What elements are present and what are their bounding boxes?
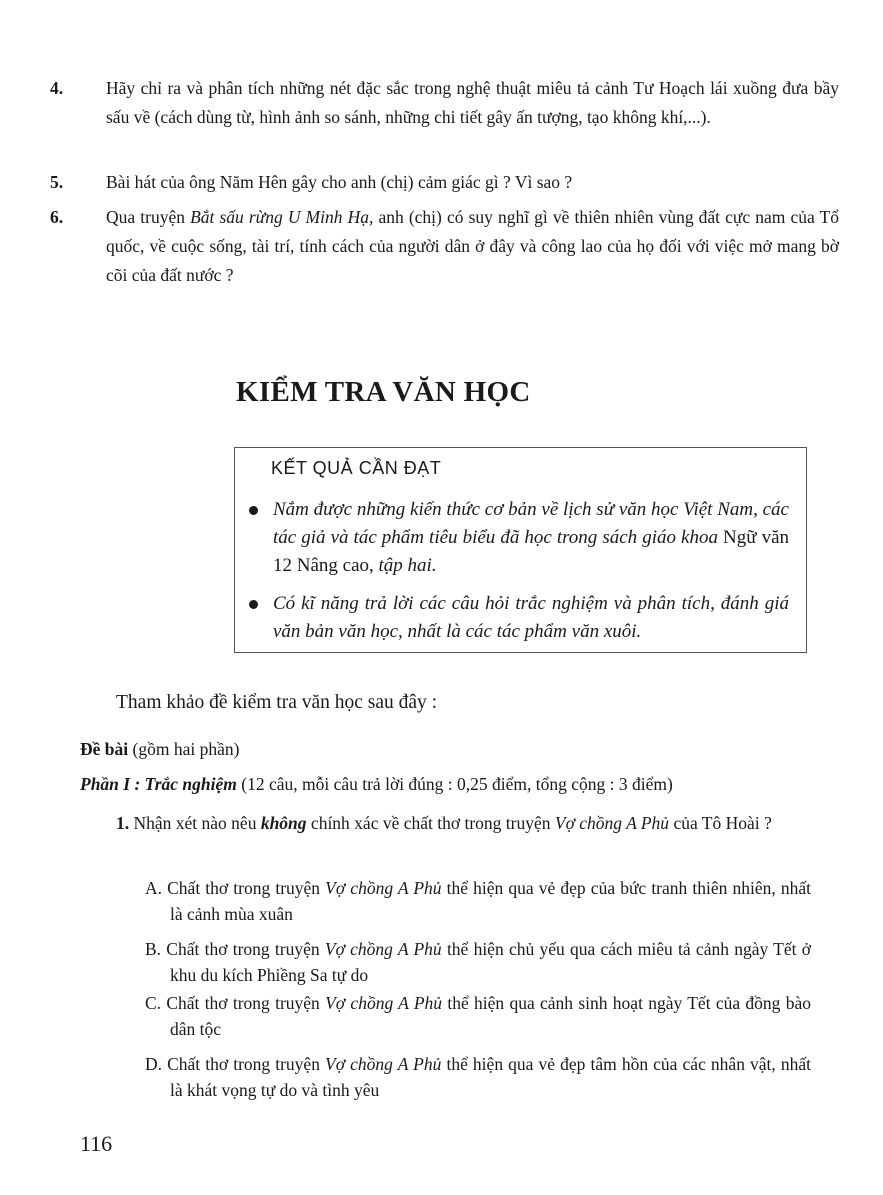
separator: , [369, 555, 379, 576]
mc-question-1 [80, 810, 811, 836]
work-title: Vợ chồng A Phủ [325, 993, 443, 1013]
goal-bullet-1 [249, 496, 789, 580]
option-text: D. Chất thơ trong truyện [145, 1054, 326, 1074]
question-6 [50, 203, 839, 290]
question-number: 5. [50, 172, 64, 192]
question-text: Bài hát của ông Năm Hên gây cho anh (chị) cảm giác gì ? Vì sao ? [106, 172, 573, 192]
option-text: thể hiện chủ yếu qua cách miêu tả cảnh ngày Tết ở khu du kích Phiềng Sa tự do [170, 939, 811, 985]
goal-text: Nắm được những kiến thức cơ bản về lịch sử văn học Việt Nam, các tác giả và tác phẩm tiêu biểu đã học trong sách giáo khoa [273, 499, 789, 548]
work-title: Vợ chồng A Phủ [325, 1054, 442, 1074]
work-title: Vợ chồng A Phủ [325, 878, 442, 898]
question-text: Hãy chỉ ra và phân tích những nét đặc sắc trong nghệ thuật miêu tả cảnh Tư Hoạch lái xuồng đưa bầy sấu về (cách dùng từ, hình ảnh so sánh, những chi tiết gây ấn tượng, tạo không khí,...). [106, 78, 839, 127]
section-title: KIỂM TRA VĂN HỌC [236, 376, 531, 408]
question-text-after: , anh (chị) có suy nghĩ gì về thiên nhiên vùng đất cực nam của Tổ quốc, về cuộc sống, tài trí, tính cách của người dân ở đây và công lao của họ đối với việc mở mang bờ cõi của đất nước ? [106, 207, 839, 285]
goal-bullet-2 [249, 590, 789, 646]
option-text: thể hiện qua vẻ đẹp tâm hồn của các nhân vật, nhất là khát vọng tự do và tình yêu [170, 1054, 812, 1100]
option-text: C. Chất thơ trong truyện [145, 993, 326, 1013]
textbook-name: Ngữ văn 12 Nâng cao [273, 527, 790, 576]
intro-text: Tham khảo đề kiểm tra văn học sau đây : [116, 692, 438, 713]
part-label-bold: Phần I : Trắc nghiệm [80, 774, 237, 794]
negation-word: không [260, 813, 307, 833]
goal-text: Có kĩ năng trả lời các câu hỏi trắc nghiệm và phân tích, đánh giá văn bản văn học, nhất là các tác phẩm văn xuôi. [273, 593, 789, 642]
option-text: thể hiện qua cảnh sinh hoạt ngày Tết của đồng bào dân tộc [170, 993, 811, 1039]
exam-label-bold: Đề bài [80, 739, 129, 759]
question-4 [50, 74, 839, 132]
mc-question-text: Nhận xét nào nêu [129, 813, 261, 833]
bullet-icon [249, 506, 258, 515]
option-d [145, 1051, 811, 1103]
part-label [80, 770, 673, 799]
work-title: Bắt sấu rừng U Minh Hạ [190, 207, 369, 227]
question-text-before: Qua truyện [106, 207, 191, 227]
bullet-icon [249, 600, 258, 609]
volume-label: tập hai. [378, 555, 437, 576]
goals-box [234, 447, 807, 653]
option-b [145, 936, 811, 988]
option-text: B. Chất thơ trong truyện [145, 939, 325, 959]
mc-question-text: của Tô Hoài ? [669, 813, 772, 833]
exam-label [80, 735, 239, 764]
mc-question-text: chính xác về chất thơ trong truyện [306, 813, 555, 833]
page-number: 116 [80, 1131, 113, 1156]
work-title: Vợ chồng A Phủ [324, 939, 442, 959]
option-c [145, 990, 811, 1042]
question-5 [50, 168, 839, 197]
mc-question-number: 1. [116, 813, 130, 833]
part-note: (12 câu, mỗi câu trả lời đúng : 0,25 điểm, tổng cộng : 3 điểm) [236, 774, 673, 794]
work-title: Vợ chồng A Phủ [554, 813, 670, 833]
goals-heading: KẾT QUẢ CẦN ĐẠT [271, 458, 442, 478]
option-text: thể hiện qua vẻ đẹp của bức tranh thiên nhiên, nhất là cảnh mùa xuân [170, 878, 811, 924]
exam-label-note: (gồm hai phần) [128, 739, 240, 759]
question-number: 4. [50, 78, 64, 98]
question-number: 6. [50, 207, 64, 227]
option-a [145, 875, 811, 927]
option-text: A. Chất thơ trong truyện [145, 878, 326, 898]
